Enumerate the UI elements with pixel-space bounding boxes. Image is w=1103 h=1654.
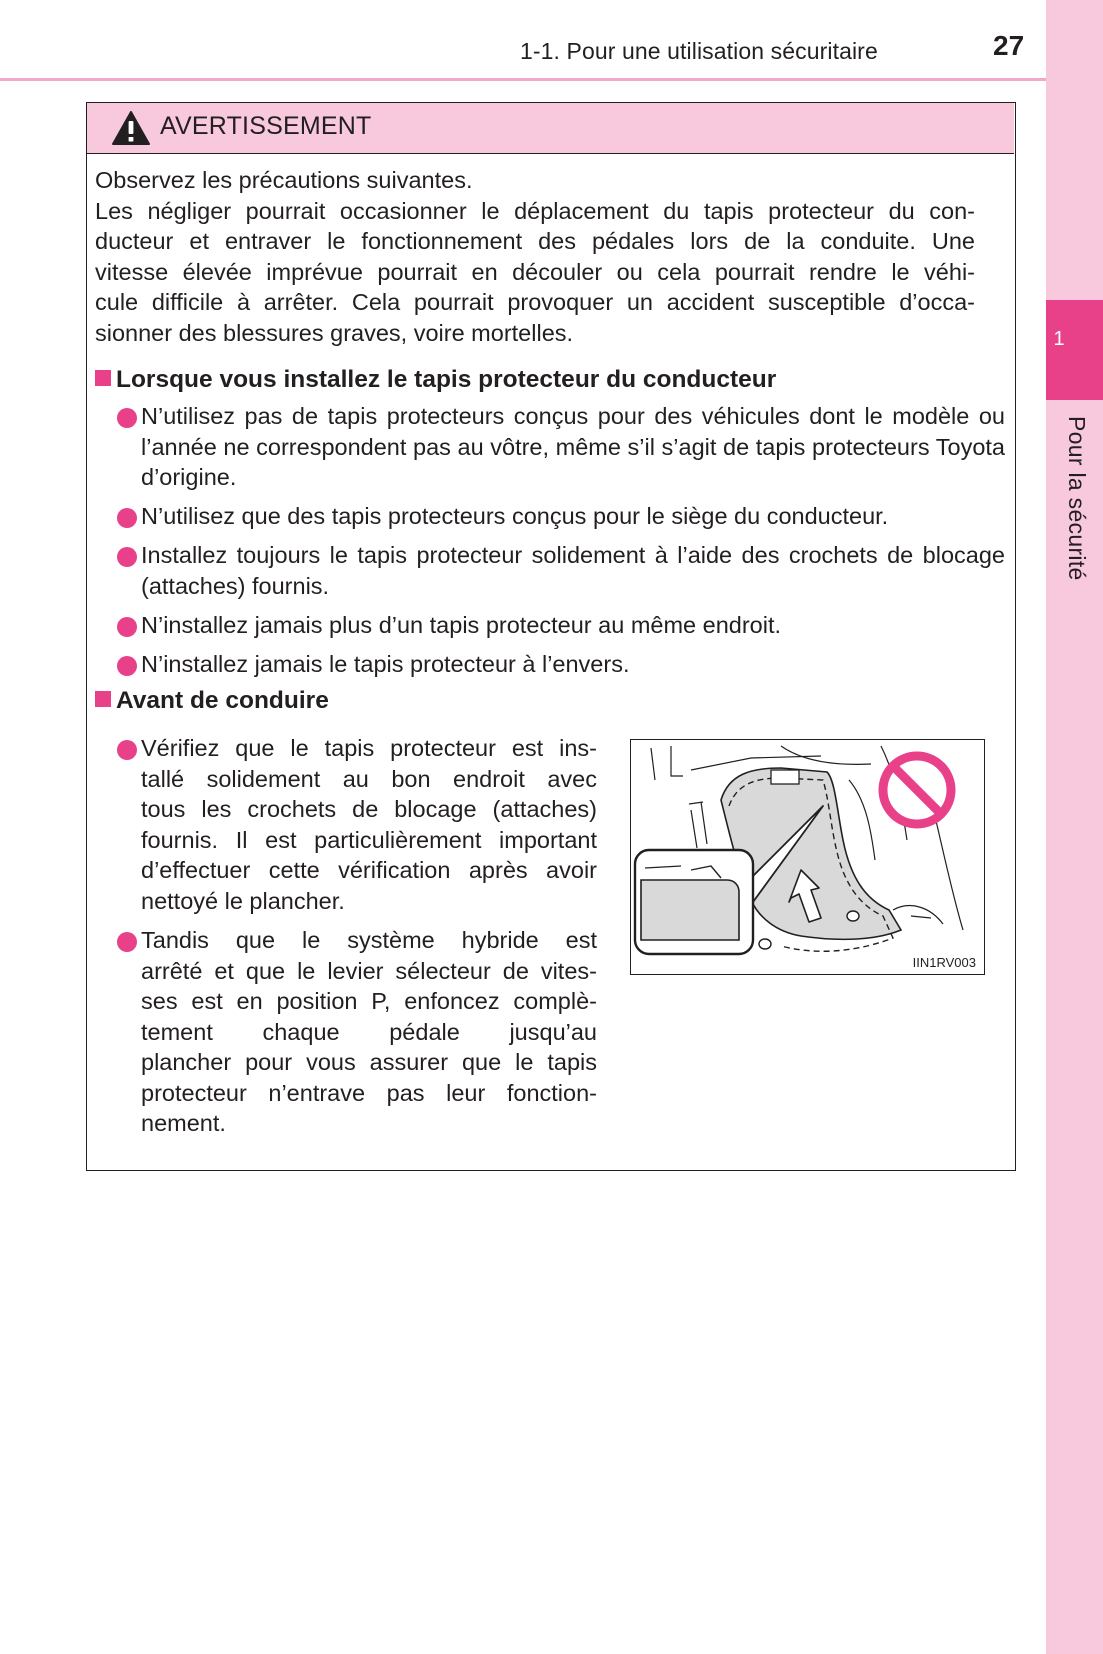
bullet-line: fournis. Il est particulièrement important bbox=[141, 826, 597, 853]
bullet-text: N’installez jamais le tapis protecteur à l’envers. bbox=[141, 651, 630, 677]
warning-intro bbox=[95, 165, 975, 348]
bullet-line: ses est en position P, enfoncez complè- bbox=[141, 988, 597, 1014]
header-divider bbox=[0, 78, 1046, 81]
chapter-number: 1 bbox=[1053, 328, 1065, 350]
bullet-line: Tandis que le système hybride est bbox=[141, 927, 597, 953]
section-heading-text: Avant de conduire bbox=[116, 687, 329, 714]
chapter-label: Pour la sécurité bbox=[1064, 416, 1090, 581]
intro-line: Observez les précautions suivantes. bbox=[95, 167, 473, 193]
section-square-icon bbox=[95, 370, 111, 386]
bullet-line: Vérifiez que le tapis protecteur est ins- bbox=[141, 735, 597, 761]
warning-title: AVERTISSEMENT bbox=[160, 112, 372, 140]
running-header-title: 1-1. Pour une utilisation sécuritaire bbox=[520, 38, 878, 64]
floor-mat-illustration bbox=[630, 739, 985, 975]
intro-line: cule difficile à arrêter. Cela pourrait provoquer un accident susceptible d’occa- bbox=[95, 289, 975, 315]
bullet-text bbox=[117, 925, 597, 1139]
list-item bbox=[117, 925, 597, 1139]
figure-code: IIN1RV003 bbox=[912, 955, 976, 970]
list-item bbox=[117, 401, 1005, 493]
section-heading-text: Lorsque vous installez le tapis protecteur du conducteur bbox=[116, 366, 777, 393]
bullet-line: nement. bbox=[141, 1110, 226, 1136]
bullet-line: protecteur n’entrave pas leur fonction- bbox=[141, 1079, 597, 1106]
chapter-tab[interactable] bbox=[1046, 300, 1103, 400]
bullet-line: d’effectuer cette vérification après avoir bbox=[141, 857, 597, 883]
bullet-icon bbox=[117, 408, 137, 428]
warning-box bbox=[86, 102, 1016, 1171]
warning-triangle-icon bbox=[111, 110, 151, 146]
bullet-icon bbox=[117, 740, 137, 760]
bullet-icon bbox=[117, 547, 137, 567]
list-item bbox=[117, 540, 1005, 601]
intro-line: sionner des blessures graves, voire mortelles. bbox=[95, 319, 574, 346]
bullet-line: plancher pour vous assurer que le tapis bbox=[141, 1049, 597, 1075]
list-item bbox=[117, 649, 1005, 680]
bullet-line: tement chaque pédale jusqu’au bbox=[141, 1018, 597, 1045]
bullet-line: nettoyé le plancher. bbox=[141, 887, 345, 914]
intro-line: ducteur et entraver le fonctionnement des pédales lors de la conduite. Une bbox=[95, 228, 975, 254]
list-item bbox=[117, 610, 1005, 641]
bullet-text: N’utilisez que des tapis protecteurs conçus pour le siège du conducteur. bbox=[141, 503, 889, 529]
bullet-icon bbox=[117, 617, 137, 637]
list-item bbox=[117, 733, 597, 916]
warning-header bbox=[87, 103, 1014, 154]
prohibition-icon bbox=[883, 756, 951, 824]
floor-mat-drawing bbox=[631, 740, 985, 975]
bullet-text: N’utilisez pas de tapis protecteurs conçus pour des véhicules dont le modèle ou l’année ne correspondent pas au vôtre, même s’il s’agit de tapis protecteurs Toyota d’origine. bbox=[141, 403, 1005, 490]
bullet-text: N’installez jamais plus d’un tapis protecteur au même endroit. bbox=[141, 612, 782, 638]
section-square-icon bbox=[95, 691, 111, 707]
bullet-line: tallé solidement au bon endroit avec bbox=[141, 765, 597, 792]
bullet-icon bbox=[117, 932, 137, 952]
page-number: 27 bbox=[993, 30, 1025, 61]
bullet-text: Installez toujours le tapis protecteur solidement à l’aide des crochets de blocage (attaches) fournis. bbox=[141, 542, 1005, 599]
bullet-icon bbox=[117, 508, 137, 528]
section-heading-installation bbox=[95, 365, 776, 395]
bullet-line: tous les crochets de blocage (attaches) bbox=[141, 796, 597, 822]
intro-line: Les négliger pourrait occasionner le déplacement du tapis protecteur du con- bbox=[95, 197, 975, 224]
list-item bbox=[117, 501, 1005, 532]
bullet-icon bbox=[117, 656, 137, 676]
side-thumb-strip bbox=[1046, 0, 1103, 1654]
bullet-text bbox=[117, 733, 597, 916]
section-heading-before-driving bbox=[95, 686, 329, 716]
intro-line: vitesse élevée imprévue pourrait en découler ou cela pourrait rendre le véhi- bbox=[95, 258, 975, 285]
bullet-line: arrêté et que le levier sélecteur de vites- bbox=[141, 957, 597, 984]
